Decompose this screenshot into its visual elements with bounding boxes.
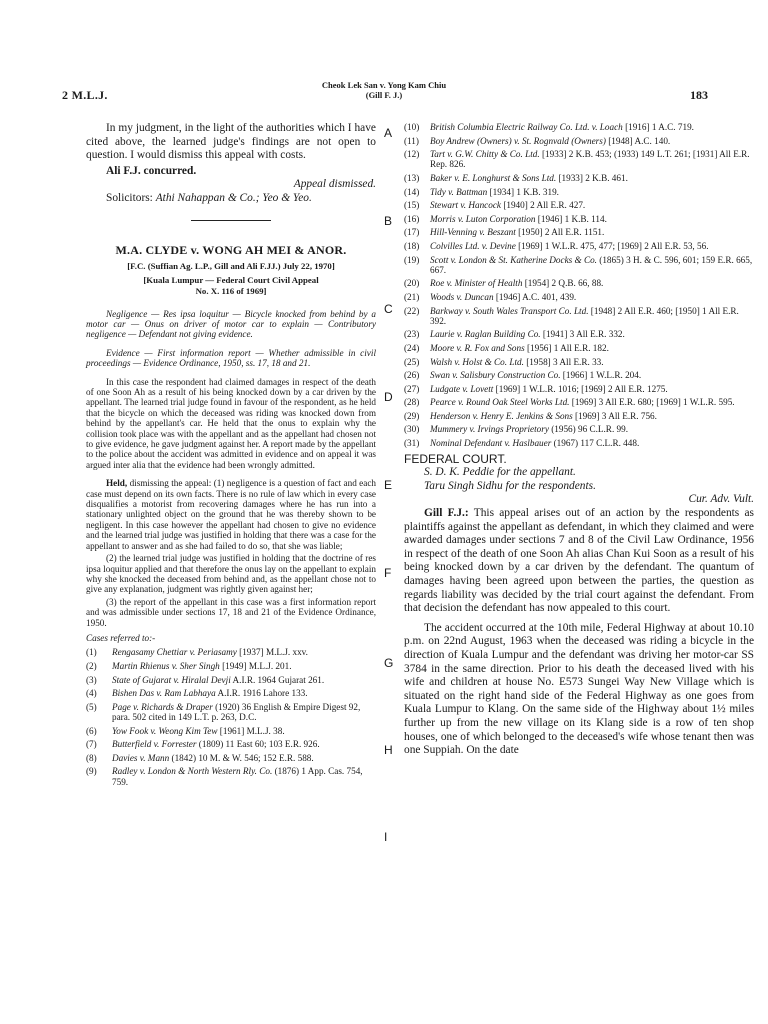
case-reference [404, 306, 754, 326]
journal-reference: 2 M.L.J. [62, 88, 108, 102]
case-reference [404, 397, 754, 407]
catchwords-evidence: Evidence — First information report — Whether admissible in civil proceedings — Evidence Ordinance, 1950, ss. 17, 18 and 21. [86, 347, 376, 369]
case-name: Colvilles Ltd. v. Devine [430, 240, 516, 251]
case-name: Morris v. Luton Corporation [430, 213, 536, 224]
case-name: Bishen Das v. Ram Labhaya [112, 688, 216, 699]
case-name: State of Gujarat v. Hiralal Devji [112, 674, 231, 685]
case-reference [404, 370, 754, 380]
case-number: (27) [404, 383, 420, 394]
margin-letter-g: G [384, 656, 394, 670]
case-name: Page v. Richards & Draper [112, 701, 213, 712]
case-number: (25) [404, 356, 420, 367]
case-number: (17) [404, 227, 420, 238]
case-reference [86, 753, 376, 763]
margin-letter-h: H [384, 743, 393, 757]
case-reference [86, 661, 376, 671]
case-number: (23) [404, 329, 420, 340]
section-divider [191, 220, 271, 221]
case-name: Rengasamy Chettiar v. Periasamy [112, 647, 237, 658]
case-number: (3) [86, 674, 97, 685]
case-number: (29) [404, 410, 420, 421]
appeal-number: No. X. 116 of 1969] [195, 285, 267, 296]
case-citation: [1969] 1 W.L.R. 1016; [1969] 2 All E.R. 1275. [495, 383, 668, 394]
case-reference [86, 647, 376, 657]
case-reference [404, 357, 754, 367]
counsel-appellant: S. D. K. Peddie for the appellant. [424, 466, 576, 479]
case-citation: [1956] 1 All E.R. 182. [526, 342, 609, 353]
case-reference [404, 149, 754, 169]
case-reference [404, 214, 754, 224]
case-reference [404, 424, 754, 434]
coram-line: [F.C. (Suffian Ag. L.P., Gill and Ali F.JJ.) July 22, 1970] [127, 260, 335, 271]
catchwords-negligence: Negligence — Res ipsa loquitur — Bicycle knocked from behind by a motor car — Onus on driver of motor car to explain — Contributory negligence — Defendant not giving evidence. [86, 308, 376, 340]
case-reference [404, 438, 754, 448]
case-name: Boy Andrew (Owners) v. St. Rognvald (Owners) [430, 135, 606, 146]
case-name: Pearce v. Round Oak Steel Works Ltd. [430, 397, 570, 408]
case-name: Laurie v. Raglan Building Co. [430, 329, 541, 340]
case-name: Butterfield v. Forrester [112, 739, 197, 750]
federal-court-heading: FEDERAL COURT. [404, 452, 507, 467]
case-number: (19) [404, 254, 420, 265]
case-number: (20) [404, 278, 420, 289]
case-reference [404, 136, 754, 146]
case-citation: [1940] 2 All E.R. 427. [503, 200, 586, 211]
concurrence [86, 165, 376, 179]
solicitors-label: Solicitors: [106, 191, 153, 204]
case-number: (24) [404, 342, 420, 353]
cases-list-right [404, 122, 754, 448]
case-citation: [1948] 2 All E.R. 460; [1950] 1 All E.R. 392. [430, 305, 739, 326]
case-name: Martin Rhienus v. Sher Singh [112, 660, 220, 671]
case-reference [404, 384, 754, 394]
case-reference [404, 187, 754, 197]
case-name: Yow Fook v. Weong Kim Tew [112, 725, 218, 736]
left-column [86, 122, 376, 790]
headnote-held-1 [86, 478, 376, 551]
case-number: (11) [404, 135, 419, 146]
case-citation: [1937] M.L.J. xxv. [239, 647, 308, 658]
case-citation: [1946] 1 K.B. 114. [537, 213, 607, 224]
case-reference [404, 255, 754, 275]
case-name: Scott v. London & St. Katherine Docks & Co. [430, 254, 597, 265]
case-number: (15) [404, 200, 420, 211]
case-number: (6) [86, 725, 97, 736]
case-reference [404, 227, 754, 237]
case-number: (5) [86, 701, 97, 712]
case-number: (9) [86, 766, 97, 777]
case-citation: (1842) 10 M. & W. 546; 152 E.R. 588. [171, 752, 314, 763]
case-reference [404, 200, 754, 210]
case-name: Nominal Defendant v. Haslbauer [430, 438, 552, 449]
case-citation: [1941] 3 All E.R. 332. [542, 329, 625, 340]
case-name: Henderson v. Henry E. Jenkins & Sons [430, 410, 573, 421]
case-reference [404, 411, 754, 421]
case-number: (8) [86, 752, 97, 763]
running-head [0, 80, 768, 100]
case-citation: [1961] M.L.J. 38. [219, 725, 285, 736]
case-number: (14) [404, 186, 420, 197]
case-number: (28) [404, 397, 420, 408]
judgment-para-1 [404, 507, 754, 616]
case-name: Barkway v. South Wales Transport Co. Ltd. [430, 305, 589, 316]
case-citation: (1876) 1 App. Cas. 754, 759. [112, 766, 363, 787]
case-citation: [1954] 2 Q.B. 66, 88. [524, 278, 604, 289]
running-head-case: Cheok Lek San v. Yong Kam Chiu [321, 80, 447, 90]
case-number: (1) [86, 647, 97, 658]
case-name: Hill-Venning v. Beszant [430, 227, 516, 238]
case-name: Stewart v. Hancock [430, 200, 502, 211]
case-reference [404, 122, 754, 132]
case-name: British Columbia Electric Railway Co. Ltd. v. Loach [430, 122, 623, 132]
case-number: (12) [404, 149, 420, 160]
disposition: Appeal dismissed. [293, 178, 376, 191]
headnote-facts: In this case the respondent had claimed damages in respect of the death of one Soon Ah as a result of his being knocked down by a car driven by the appellant. The learned trial judge found in favour of the respondent, as he held that the bicycle on which the deceased was riding was knocked down from behind by the appellant's car. He held that the onus to explain why the collision took place was with the appellant and as the appellant had chosen not to give evidence, he gave judgment against her. A report made by the appellant to the police about the accident was admitted in evidence and on appeal it was argued inter alia that the evidence had been wrongly admitted. [86, 376, 376, 470]
margin-letter-b: B [384, 214, 393, 228]
case-number: (21) [404, 291, 420, 302]
case-number: (10) [404, 122, 420, 132]
case-name: Roe v. Minister of Health [430, 278, 523, 289]
case-number: (13) [404, 172, 420, 183]
case-reference [86, 688, 376, 698]
case-number: (31) [404, 438, 420, 449]
page-number: 183 [690, 88, 708, 102]
case-citation: [1934] 1 K.B. 319. [489, 186, 559, 197]
case-reference [86, 702, 376, 722]
case-number: (18) [404, 240, 420, 251]
case-name: Moore v. R. Fox and Sons [430, 342, 525, 353]
judge-name: Gill F.J.: [424, 507, 469, 520]
court-line: [Kuala Lumpur — Federal Court Civil Appeal [143, 274, 319, 285]
case-reference [86, 726, 376, 736]
case-citation: [1969] 3 All E.R. 680; [1969] 1 W.L.R. 595. [571, 397, 735, 408]
solicitors-names: Athi Nahappan & Co.; Yeo & Yeo. [155, 191, 312, 204]
case-reference [86, 739, 376, 749]
case-number: (7) [86, 739, 97, 750]
case-citation: [1946] A.C. 401, 439. [495, 291, 577, 302]
case-title: M.A. CLYDE v. WONG AH MEI & ANOR. [115, 242, 347, 257]
headnote-held-2: (2) the learned trial judge was justified in holding that the doctrine of res ipsa loquitur applied and that therefore the onus lay on the appellant to explain why she knocked the deceased from behind and, as the appellant chose not to give any explanation, judgment was rightly given against her; [86, 553, 376, 595]
margin-letter-f: F [384, 566, 392, 580]
concurrence-text: Ali F.J. concurred. [106, 164, 197, 177]
cases-list-left [86, 647, 376, 786]
case-citation: (1920) 36 English & Empire Digest 92, para. 502 cited in 149 L.T. p. 263, D.C. [112, 701, 361, 722]
case-citation: [1933] 2 K.B. 453; (1933) 149 L.T. 261; [1931] All E.R. Rep. 826. [430, 149, 750, 170]
case-citation: [1948] A.C. 140. [608, 135, 671, 146]
case-citation: A.I.R. 1964 Gujarat 261. [232, 674, 325, 685]
case-reference [86, 766, 376, 786]
case-citation: (1956) 96 C.L.R. 99. [551, 424, 629, 435]
case-name: Walsh v. Holst & Co. Ltd. [430, 356, 524, 367]
case-citation: A.I.R. 1916 Lahore 133. [217, 688, 308, 699]
case-number: (4) [86, 688, 97, 699]
margin-letter-a: A [384, 126, 393, 140]
case-name: Baker v. E. Longhurst & Sons Ltd. [430, 172, 557, 183]
case-reference [404, 241, 754, 251]
case-citation: [1966] 1 W.L.R. 204. [562, 370, 642, 381]
case-reference [404, 278, 754, 288]
case-name: Radley v. London & North Western Rly. Co. [112, 766, 273, 777]
case-reference [404, 173, 754, 183]
case-citation: (1967) 117 C.L.R. 448. [553, 438, 640, 449]
case-name: Woods v. Duncan [430, 291, 494, 302]
right-column [404, 122, 754, 758]
case-number: (22) [404, 305, 420, 316]
case-citation: [1969] 1 W.L.R. 475, 477; [1969] 2 All E.R. 53, 56. [518, 240, 709, 251]
headnote-held-3: (3) the report of the appellant in this case was a first information report and was admissible under sections 17, 18 and 21 of the Evidence Ordinance, 1950. [86, 596, 376, 628]
cur-adv-vult: Cur. Adv. Vult. [688, 493, 754, 506]
case-name: Ludgate v. Lovett [430, 383, 494, 394]
case-number: (16) [404, 213, 420, 224]
case-name: Davies v. Mann [112, 752, 170, 763]
cases-heading: Cases referred to:- [86, 632, 156, 643]
case-citation: [1949] M.L.J. 201. [222, 660, 292, 671]
case-citation: [1958] 3 All E.R. 33. [526, 356, 604, 367]
case-name: Swan v. Salisbury Construction Co. [430, 370, 561, 381]
margin-letter-d: D [384, 390, 393, 404]
case-number: (30) [404, 424, 420, 435]
case-reference [404, 292, 754, 302]
solicitors-line [86, 192, 376, 206]
judgment-para-1-text: This appeal arises out of an action by the respondents as plaintiffs against the appellant as defendant, in which they claimed and were awarded damages under sections 7 and 8 of the Civil Law Ordinance, 1956 in respect of the death of one Soon Ah alias Chan Kui Soon as a result of his being knocked down by a car driven by the defendant. The quantum of damages having been agreed upon between the parties, the question as regards liability was decided by the trial court against the defendant. From that decision the defendant has now appealed to this court. [404, 507, 754, 615]
margin-letter-e: E [384, 478, 393, 492]
case-citation: [1916] 1 A.C. 719. [625, 122, 694, 132]
judgment-conclusion: In my judgment, in the light of the authorities which I have cited above, the learned judge's findings are not open to question. I would dismiss this appeal with costs. [86, 122, 376, 162]
running-head-judge: (Gill F. J.) [365, 90, 403, 100]
case-citation: (1809) 11 East 60; 103 E.R. 926. [198, 739, 320, 750]
case-name: Tart v. G.W. Chitty & Co. Ltd. [430, 149, 540, 160]
held-label: Held, [106, 478, 128, 489]
case-reference [404, 343, 754, 353]
case-name: Tidy v. Battman [430, 186, 488, 197]
judgment-para-2: The accident occurred at the 10th mile, Federal Highway at about 10.10 p.m. on 22nd August, 1963 when the deceased was riding a bicycle in the direction of Kuala Lumpur and the defendant was driving her motor-car SS 3784 in the same direction. Prior to his death the deceased lived with his wife and children at house No. E573 Sungei Way New Village which is situated on the right hand side of the Federal Highway as one goes from Kuala Lumpur to Klang. On the same side of the Highway about 1½ miles further up from the new village on its Klang side is a row of ten shop houses, one of which belonged to the deceased's wife whose tenant then was one Suppiah. On the date [404, 621, 754, 757]
case-reference [86, 675, 376, 685]
case-number: (26) [404, 370, 420, 381]
case-number: (2) [86, 660, 97, 671]
margin-letter-c: C [384, 302, 393, 316]
counsel-respondents: Taru Singh Sidhu for the respondents. [424, 479, 596, 492]
case-citation: (1865) 3 H. & C. 596, 601; 159 E.R. 665, 667. [430, 254, 753, 275]
held-1-text: dismissing the appeal: (1) negligence is a question of fact and each case must depend on its own facts. There is no rule of law which in every case disqualifies a motorist from recovering damages where he has run into a stationary unlighted object on the ground that he was thereby shown to be negligent. In this case however the appellant had chosen to give no evidence and the learned trial judge was justified in holding that there was a case for the appellant to answer and as she had failed to do so, that she was liable; [86, 478, 377, 551]
case-name: Mummery v. Irvings Proprietory [430, 424, 549, 435]
case-citation: [1950] 2 All E.R. 1151. [518, 227, 605, 238]
margin-letter-i: I [384, 830, 388, 844]
case-citation: [1969] 3 All E.R. 756. [575, 410, 657, 421]
case-reference [404, 329, 754, 339]
case-citation: [1933] 2 K.B. 461. [558, 172, 628, 183]
